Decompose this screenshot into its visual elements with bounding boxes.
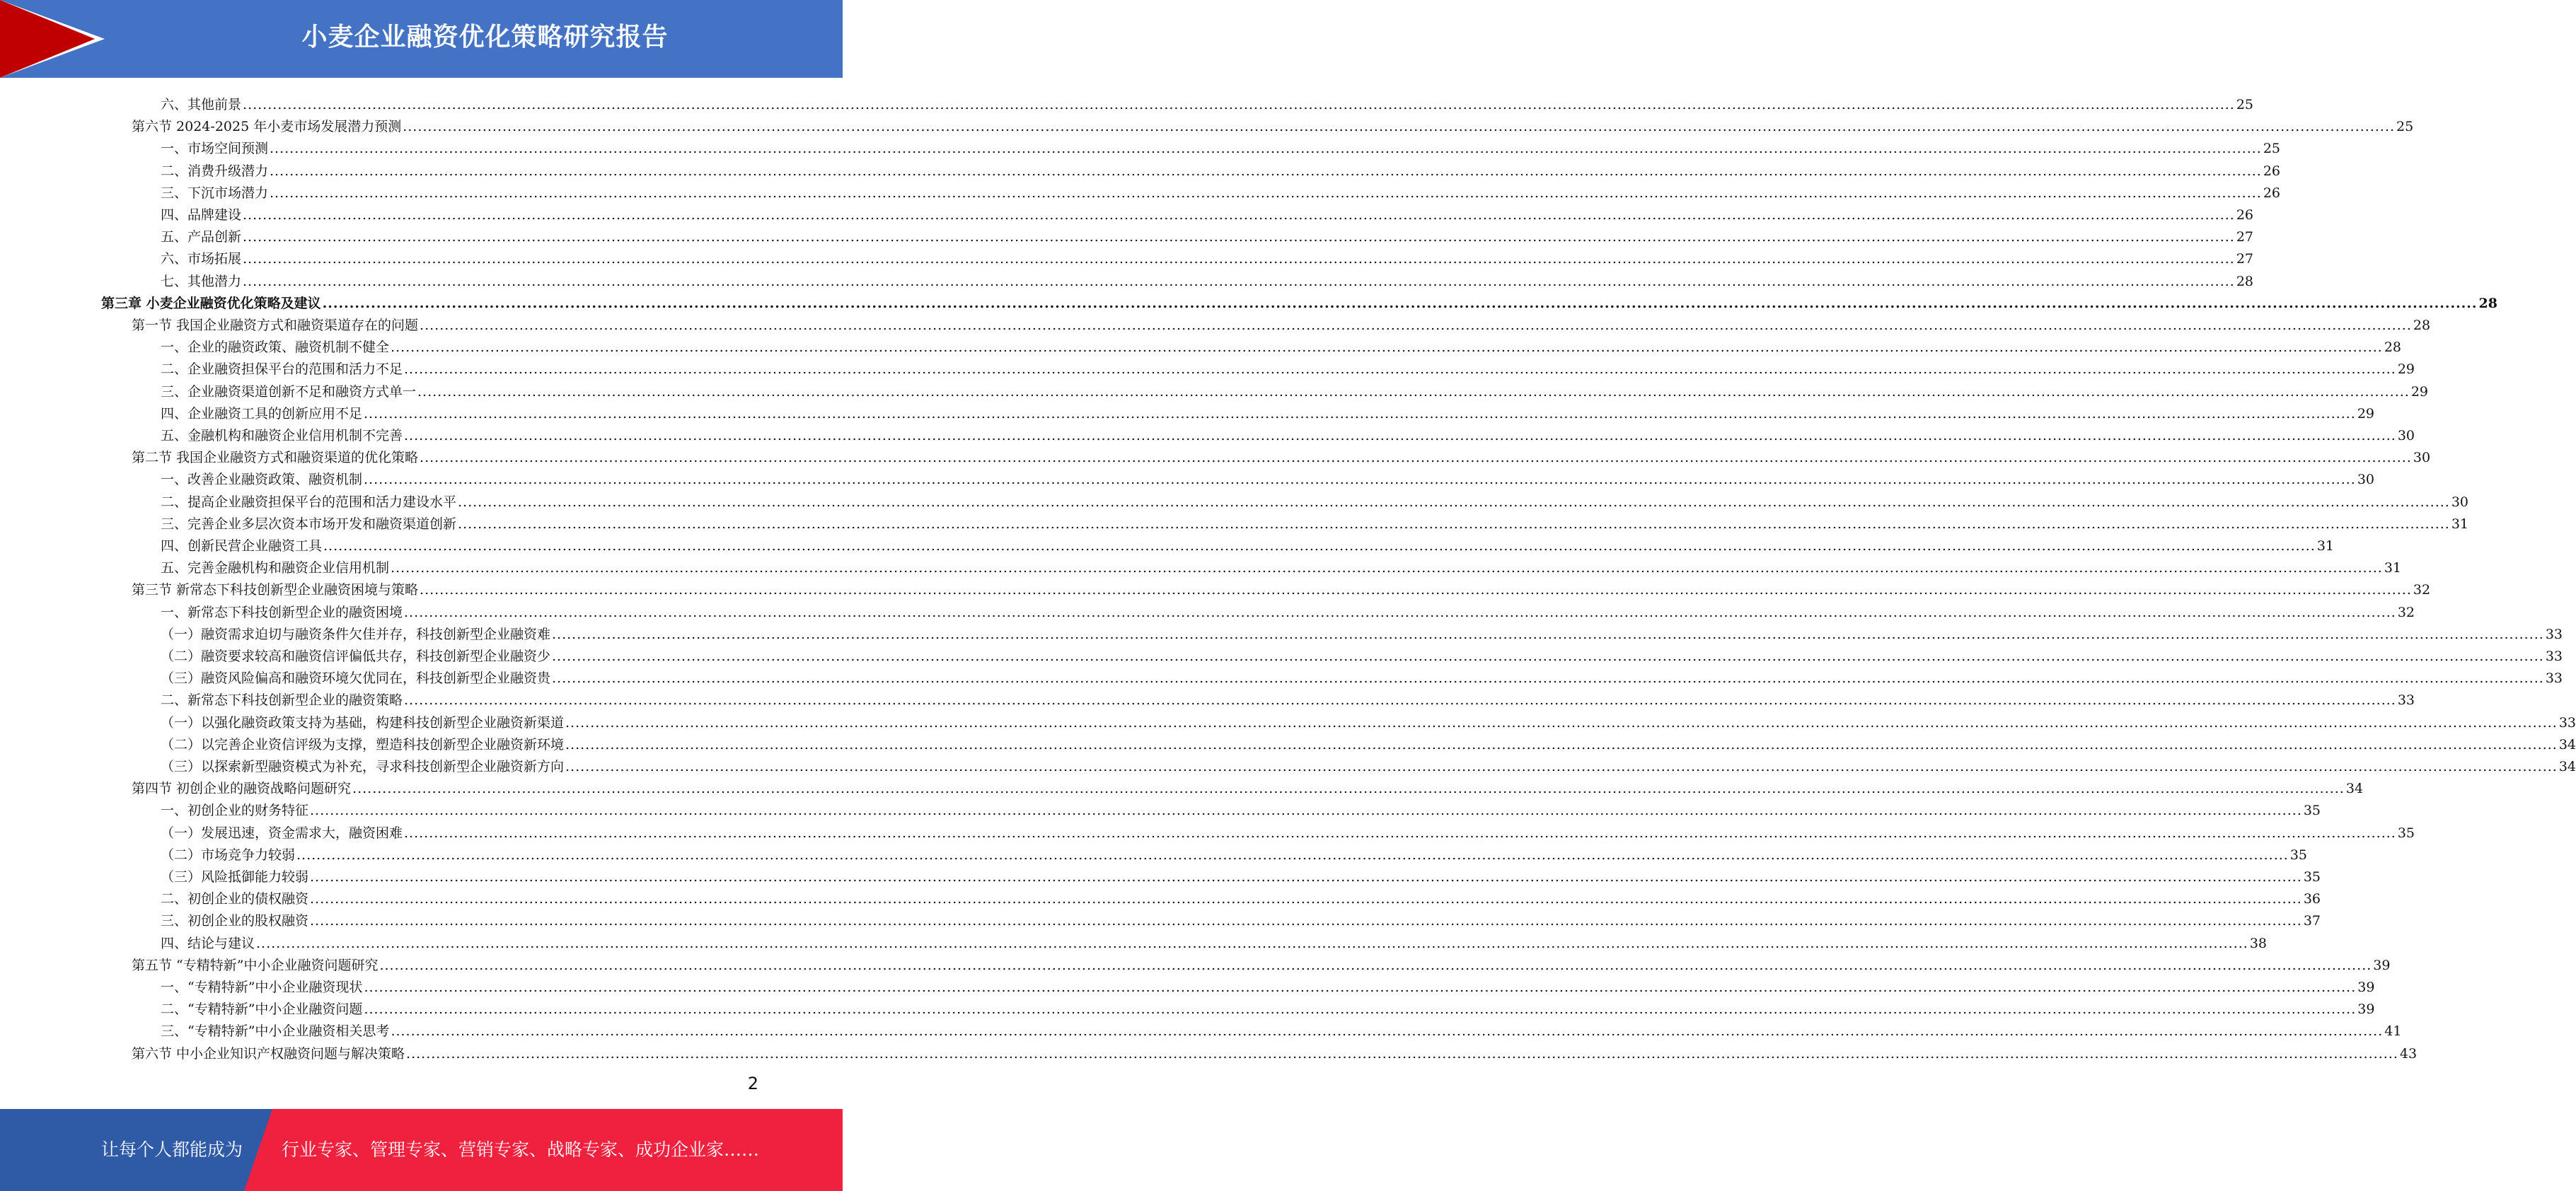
toc-entry-page: 31 <box>2451 516 2469 532</box>
toc-leader-dots: ................................................................................................................................................................................................................................................................................................................................................................................................................ <box>256 935 2248 951</box>
toc-entry-page: 27 <box>2236 229 2254 245</box>
toc-leader-dots: ................................................................................................................................................................................................................................................................................................................................................................................................................ <box>322 295 2478 311</box>
toc-subsection-entry[interactable] <box>161 863 2321 885</box>
toc-subsection-entry[interactable] <box>161 885 2321 907</box>
toc-subsection-entry[interactable] <box>161 333 2402 356</box>
toc-leader-dots: ................................................................................................................................................................................................................................................................................................................................................................................................................ <box>310 869 2302 885</box>
toc-leader-dots: ................................................................................................................................................................................................................................................................................................................................................................................................................ <box>404 361 2396 378</box>
toc-subsection-entry[interactable] <box>161 134 2281 157</box>
toc-entry-page: 30 <box>2413 450 2431 466</box>
toc-entry-label: （一）融资需求迫切与融资条件欠佳并存，科技创新型企业融资难 <box>161 626 551 642</box>
toc-leader-dots: ................................................................................................................................................................................................................................................................................................................................................................................................................ <box>404 692 2396 709</box>
toc-leader-dots: ................................................................................................................................................................................................................................................................................................................................................................................................................ <box>310 891 2302 907</box>
toc-subsection-entry[interactable] <box>161 223 2254 245</box>
toc-entry-page: 29 <box>2397 361 2415 378</box>
toc-entry-label: 一、“专精特新”中小企业融资现状 <box>161 980 363 995</box>
toc-subsection-entry[interactable] <box>161 355 2415 378</box>
toc-entry-label: 一、改善企业融资政策、融资机制 <box>161 472 363 488</box>
toc-entry-label: 二、消费升级潜力 <box>161 163 269 179</box>
toc-subsection-entry[interactable] <box>161 929 2268 951</box>
toc-entry-label: 第六节 中小企业知识产权融资问题与解决策略 <box>132 1045 405 1062</box>
toc-section-entry[interactable] <box>132 774 2364 797</box>
footer-slogan-left: 让每个人都能成为 <box>101 1139 243 1160</box>
toc-leader-dots: ................................................................................................................................................................................................................................................................................................................................................................................................................ <box>391 339 2383 356</box>
toc-leader-dots: ................................................................................................................................................................................................................................................................................................................................................................................................................ <box>404 428 2396 443</box>
toc-section-entry[interactable] <box>132 576 2431 598</box>
toc-entry-label: （一）以强化融资政策支持为基础，构建科技创新型企业融资新渠道 <box>161 714 565 731</box>
toc-entry-label: （三）风险抵御能力较弱 <box>161 869 309 885</box>
toc-entry-label: 三、完善企业多层次资本市场开发和融资渠道创新 <box>161 516 457 532</box>
toc-entry-label: 五、金融机构和融资企业信用机制不完善 <box>161 428 403 443</box>
toc-leader-dots: ................................................................................................................................................................................................................................................................................................................................................................................................................ <box>310 803 2302 819</box>
toc-entry-page: 33 <box>2397 692 2415 709</box>
toc-subsection-entry[interactable] <box>161 686 2415 709</box>
toc-entry-label: 六、市场拓展 <box>161 251 242 267</box>
toc-subsection-entry[interactable] <box>161 841 2308 863</box>
toc-entry-label: 一、初创企业的财务特征 <box>161 803 309 819</box>
toc-entry-page: 33 <box>2545 670 2563 687</box>
toc-leader-dots: ................................................................................................................................................................................................................................................................................................................................................................................................................ <box>352 781 2345 797</box>
toc-entry-page: 38 <box>2249 935 2268 951</box>
toc-leader-dots: ................................................................................................................................................................................................................................................................................................................................................................................................................ <box>243 251 2235 267</box>
toc-subsection-entry[interactable] <box>161 598 2415 620</box>
toc-entry-label: 五、完善金融机构和融资企业信用机制 <box>161 560 390 576</box>
toc-leader-dots: ................................................................................................................................................................................................................................................................................................................................................................................................................ <box>552 649 2544 664</box>
toc-entry-page: 29 <box>2410 383 2429 400</box>
toc-leader-dots: ................................................................................................................................................................................................................................................................................................................................................................................................................ <box>403 119 2396 135</box>
toc-entry-label: 二、“专精特新”中小企业融资问题 <box>161 1001 363 1018</box>
report-title: 小麦企业融资优化策略研究报告 <box>301 23 669 52</box>
toc-entry-page: 28 <box>2384 339 2402 356</box>
toc-entry-page: 35 <box>2397 825 2415 841</box>
toc-entry-label: 六、其他前景 <box>161 97 242 112</box>
toc-entry-page: 25 <box>2236 97 2254 112</box>
toc-entry-label: 三、初创企业的股权融资 <box>161 913 309 929</box>
toc-subsection-entry[interactable] <box>161 157 2281 179</box>
toc-subsection-entry[interactable] <box>161 753 2576 774</box>
toc-subsection-entry[interactable] <box>161 907 2321 929</box>
toc-entry-label: 七、其他潜力 <box>161 273 242 289</box>
toc-entry-label: （一）发展迅速，资金需求大，融资困难 <box>161 825 403 841</box>
toc-subsection-entry[interactable] <box>161 532 2335 554</box>
toc-entry-label: 三、企业融资渠道创新不足和融资方式单一 <box>161 383 417 400</box>
toc-entry-page: 34 <box>2558 759 2576 774</box>
toc-entry-label: 第五节 “专精特新”中小企业融资问题研究 <box>132 957 379 973</box>
header-banner <box>0 0 843 78</box>
toc-entry-page: 30 <box>2397 428 2415 443</box>
toc-subsection-entry[interactable] <box>161 995 2375 1018</box>
toc-entry-page: 31 <box>2316 538 2335 554</box>
toc-leader-dots: ................................................................................................................................................................................................................................................................................................................................................................................................................ <box>391 1023 2384 1040</box>
footer-banner <box>0 1109 843 1191</box>
toc-entry-label: 四、品牌建设 <box>161 207 242 223</box>
toc-entry-label: （三）融资风险偏高和融资环境欠优同在，科技创新型企业融资贵 <box>161 670 551 687</box>
toc-leader-dots: ................................................................................................................................................................................................................................................................................................................................................................................................................ <box>565 759 2558 774</box>
toc-leader-dots: ................................................................................................................................................................................................................................................................................................................................................................................................................ <box>417 383 2410 400</box>
toc-entry-label: （三）以探索新型融资模式为补充，寻求科技创新型企业融资新方向 <box>161 759 565 774</box>
toc-leader-dots: ................................................................................................................................................................................................................................................................................................................................................................................................................ <box>458 516 2450 532</box>
toc-leader-dots: ................................................................................................................................................................................................................................................................................................................................................................................................................ <box>458 494 2450 510</box>
toc-entry-label: 一、新常态下科技创新型企业的融资困境 <box>161 604 403 620</box>
toc-entry-page: 39 <box>2357 980 2375 995</box>
toc-leader-dots: ................................................................................................................................................................................................................................................................................................................................................................................................................ <box>404 825 2396 841</box>
toc-entry-page: 28 <box>2236 273 2254 289</box>
toc-entry-page: 33 <box>2545 626 2563 642</box>
toc-section-entry[interactable] <box>132 311 2431 333</box>
toc-leader-dots: ................................................................................................................................................................................................................................................................................................................................................................................................................ <box>364 472 2356 488</box>
toc-entry-page: 26 <box>2236 207 2254 223</box>
toc-entry-label: 三、“专精特新”中小企业融资相关思考 <box>161 1023 390 1040</box>
toc-entry-page: 30 <box>2357 472 2375 488</box>
toc-leader-dots: ................................................................................................................................................................................................................................................................................................................................................................................................................ <box>420 450 2412 466</box>
toc-subsection-entry[interactable] <box>161 465 2375 488</box>
toc-entry-label: 四、创新民营企业融资工具 <box>161 538 323 554</box>
toc-subsection-entry[interactable] <box>161 400 2375 422</box>
toc-entry-label: 一、企业的融资政策、融资机制不健全 <box>161 339 390 356</box>
toc-entry-label: 二、提高企业融资担保平台的范围和活力建设水平 <box>161 494 457 510</box>
toc-entry-page: 25 <box>2263 141 2281 157</box>
toc-entry-label: 五、产品创新 <box>161 229 242 245</box>
chevron-red-shape <box>0 0 95 78</box>
toc-subsection-entry[interactable] <box>161 554 2402 576</box>
toc-entry-page: 32 <box>2413 582 2431 598</box>
toc-leader-dots: ................................................................................................................................................................................................................................................................................................................................................................................................................ <box>323 538 2316 554</box>
toc-entry-page: 33 <box>2558 714 2576 731</box>
toc-entry-page: 26 <box>2263 163 2281 179</box>
toc-leader-dots: ................................................................................................................................................................................................................................................................................................................................................................................................................ <box>364 980 2357 995</box>
toc-leader-dots: ................................................................................................................................................................................................................................................................................................................................................................................................................ <box>270 185 2262 201</box>
toc-entry-page: 29 <box>2357 405 2375 422</box>
toc-entry-label: 四、企业融资工具的创新应用不足 <box>161 405 363 422</box>
toc-entry-page: 35 <box>2303 869 2321 885</box>
toc-entry-page: 36 <box>2303 891 2321 907</box>
toc-entry-page: 43 <box>2399 1045 2418 1062</box>
toc-entry-label: 第四节 初创企业的融资战略问题研究 <box>132 781 352 797</box>
toc-subsection-entry[interactable] <box>161 796 2321 819</box>
toc-entry-label: 第二节 我国企业融资方式和融资渠道的优化策略 <box>132 450 419 466</box>
toc-entry-page: 41 <box>2384 1023 2402 1040</box>
toc-entry-label: （二）以完善企业资信评级为支撑，塑造科技创新型企业融资新环境 <box>161 736 565 753</box>
toc-entry-page: 30 <box>2451 494 2469 510</box>
toc-section-entry[interactable] <box>132 443 2431 466</box>
toc-subsection-entry[interactable] <box>161 179 2281 201</box>
toc-entry-label: 一、市场空间预测 <box>161 141 269 157</box>
toc-entry-page: 33 <box>2545 649 2563 664</box>
toc-entry-label: 第三节 新常态下科技创新型企业融资困境与策略 <box>132 582 419 598</box>
toc-subsection-entry[interactable] <box>161 422 2415 443</box>
toc-entry-label: （二）市场竞争力较弱 <box>161 847 296 863</box>
toc-entry-page: 39 <box>2373 957 2391 973</box>
toc-leader-dots: ................................................................................................................................................................................................................................................................................................................................................................................................................ <box>243 97 2235 112</box>
toc-leader-dots: ................................................................................................................................................................................................................................................................................................................................................................................................................ <box>565 714 2558 731</box>
toc-entry-label: 三、下沉市场潜力 <box>161 185 269 201</box>
footer-slogan-right: 行业专家、管理专家、营销专家、战略专家、成功企业家…… <box>282 1139 760 1160</box>
toc-entry-page: 37 <box>2303 913 2321 929</box>
toc-leader-dots: ................................................................................................................................................................................................................................................................................................................................................................................................................ <box>243 229 2235 245</box>
toc-leader-dots: ................................................................................................................................................................................................................................................................................................................................................................................................................ <box>552 626 2544 642</box>
toc-subsection-entry[interactable] <box>161 91 2254 112</box>
toc-entry-label: 二、初创企业的债权融资 <box>161 891 309 907</box>
toc-entry-page: 26 <box>2263 185 2281 201</box>
toc-leader-dots: ................................................................................................................................................................................................................................................................................................................................................................................................................ <box>406 1045 2398 1062</box>
toc-chapter-entry[interactable] <box>101 289 2497 311</box>
toc-entry-page: 34 <box>2558 736 2576 753</box>
toc-entry-label: 二、新常态下科技创新型企业的融资策略 <box>161 692 403 709</box>
toc-subsection-entry[interactable] <box>161 1017 2402 1040</box>
toc-entry-label: 第六节 2024-2025 年小麦市场发展潜力预测 <box>132 119 402 135</box>
toc-entry-label: 四、结论与建议 <box>161 935 255 951</box>
toc-entry-page: 32 <box>2397 604 2415 620</box>
toc-subsection-entry[interactable] <box>161 510 2469 532</box>
toc-subsection-entry[interactable] <box>161 245 2254 267</box>
toc-entry-page: 25 <box>2396 119 2414 135</box>
toc-entry-page: 34 <box>2345 781 2364 797</box>
toc-leader-dots: ................................................................................................................................................................................................................................................................................................................................................................................................................ <box>243 207 2235 223</box>
toc-leader-dots: ................................................................................................................................................................................................................................................................................................................................................................................................................ <box>420 318 2412 333</box>
toc-entry-label: 二、企业融资担保平台的范围和活力不足 <box>161 361 403 378</box>
toc-entry-page: 35 <box>2303 803 2321 819</box>
toc-leader-dots: ................................................................................................................................................................................................................................................................................................................................................................................................................ <box>391 560 2383 576</box>
toc-entry-page: 39 <box>2357 1001 2375 1018</box>
toc-leader-dots: ................................................................................................................................................................................................................................................................................................................................................................................................................ <box>364 405 2356 422</box>
toc-entry-label: 第一节 我国企业融资方式和融资渠道存在的问题 <box>132 318 419 333</box>
toc-subsection-entry[interactable] <box>161 488 2469 510</box>
toc-entry-page: 27 <box>2236 251 2254 267</box>
toc-leader-dots: ................................................................................................................................................................................................................................................................................................................................................................................................................ <box>364 1001 2357 1018</box>
toc-entry-page: 28 <box>2478 295 2497 311</box>
toc-entry-page: 35 <box>2289 847 2308 863</box>
toc-leader-dots: ................................................................................................................................................................................................................................................................................................................................................................................................................ <box>379 957 2372 973</box>
toc-leader-dots: ................................................................................................................................................................................................................................................................................................................................................................................................................ <box>270 163 2262 179</box>
toc-entry-page: 28 <box>2413 318 2431 333</box>
toc-subsection-entry[interactable] <box>161 973 2375 995</box>
toc-leader-dots: ................................................................................................................................................................................................................................................................................................................................................................................................................ <box>243 273 2235 289</box>
toc-subsection-entry[interactable] <box>161 378 2429 400</box>
toc-section-entry[interactable] <box>132 951 2391 973</box>
toc-leader-dots: ................................................................................................................................................................................................................................................................................................................................................................................................................ <box>296 847 2289 863</box>
toc-leader-dots: ................................................................................................................................................................................................................................................................................................................................................................................................................ <box>310 913 2302 929</box>
toc-leader-dots: ................................................................................................................................................................................................................................................................................................................................................................................................................ <box>420 582 2412 598</box>
toc-leader-dots: ................................................................................................................................................................................................................................................................................................................................................................................................................ <box>270 141 2262 157</box>
toc-subsection-entry[interactable] <box>161 664 2563 687</box>
toc-leader-dots: ................................................................................................................................................................................................................................................................................................................................................................................................................ <box>552 670 2544 687</box>
toc-entry-label: 第三章 小麦企业融资优化策略及建议 <box>101 295 321 311</box>
toc-section-entry[interactable] <box>132 112 2414 135</box>
toc-entry-label: （二）融资要求较高和融资信评偏低共存，科技创新型企业融资少 <box>161 649 551 664</box>
toc-entry-page: 31 <box>2384 560 2402 576</box>
page-number: 2 <box>747 1074 758 1093</box>
toc-subsection-entry[interactable] <box>161 642 2563 664</box>
toc-subsection-entry[interactable] <box>161 267 2254 289</box>
toc-subsection-entry[interactable] <box>161 819 2415 841</box>
toc-leader-dots: ................................................................................................................................................................................................................................................................................................................................................................................................................ <box>404 604 2396 620</box>
toc-subsection-entry[interactable] <box>161 620 2563 642</box>
toc-subsection-entry[interactable] <box>161 709 2576 731</box>
toc-leader-dots: ................................................................................................................................................................................................................................................................................................................................................................................................................ <box>565 736 2558 753</box>
toc-subsection-entry[interactable] <box>161 731 2576 753</box>
toc-subsection-entry[interactable] <box>161 201 2254 223</box>
toc-section-entry[interactable] <box>132 1040 2418 1062</box>
